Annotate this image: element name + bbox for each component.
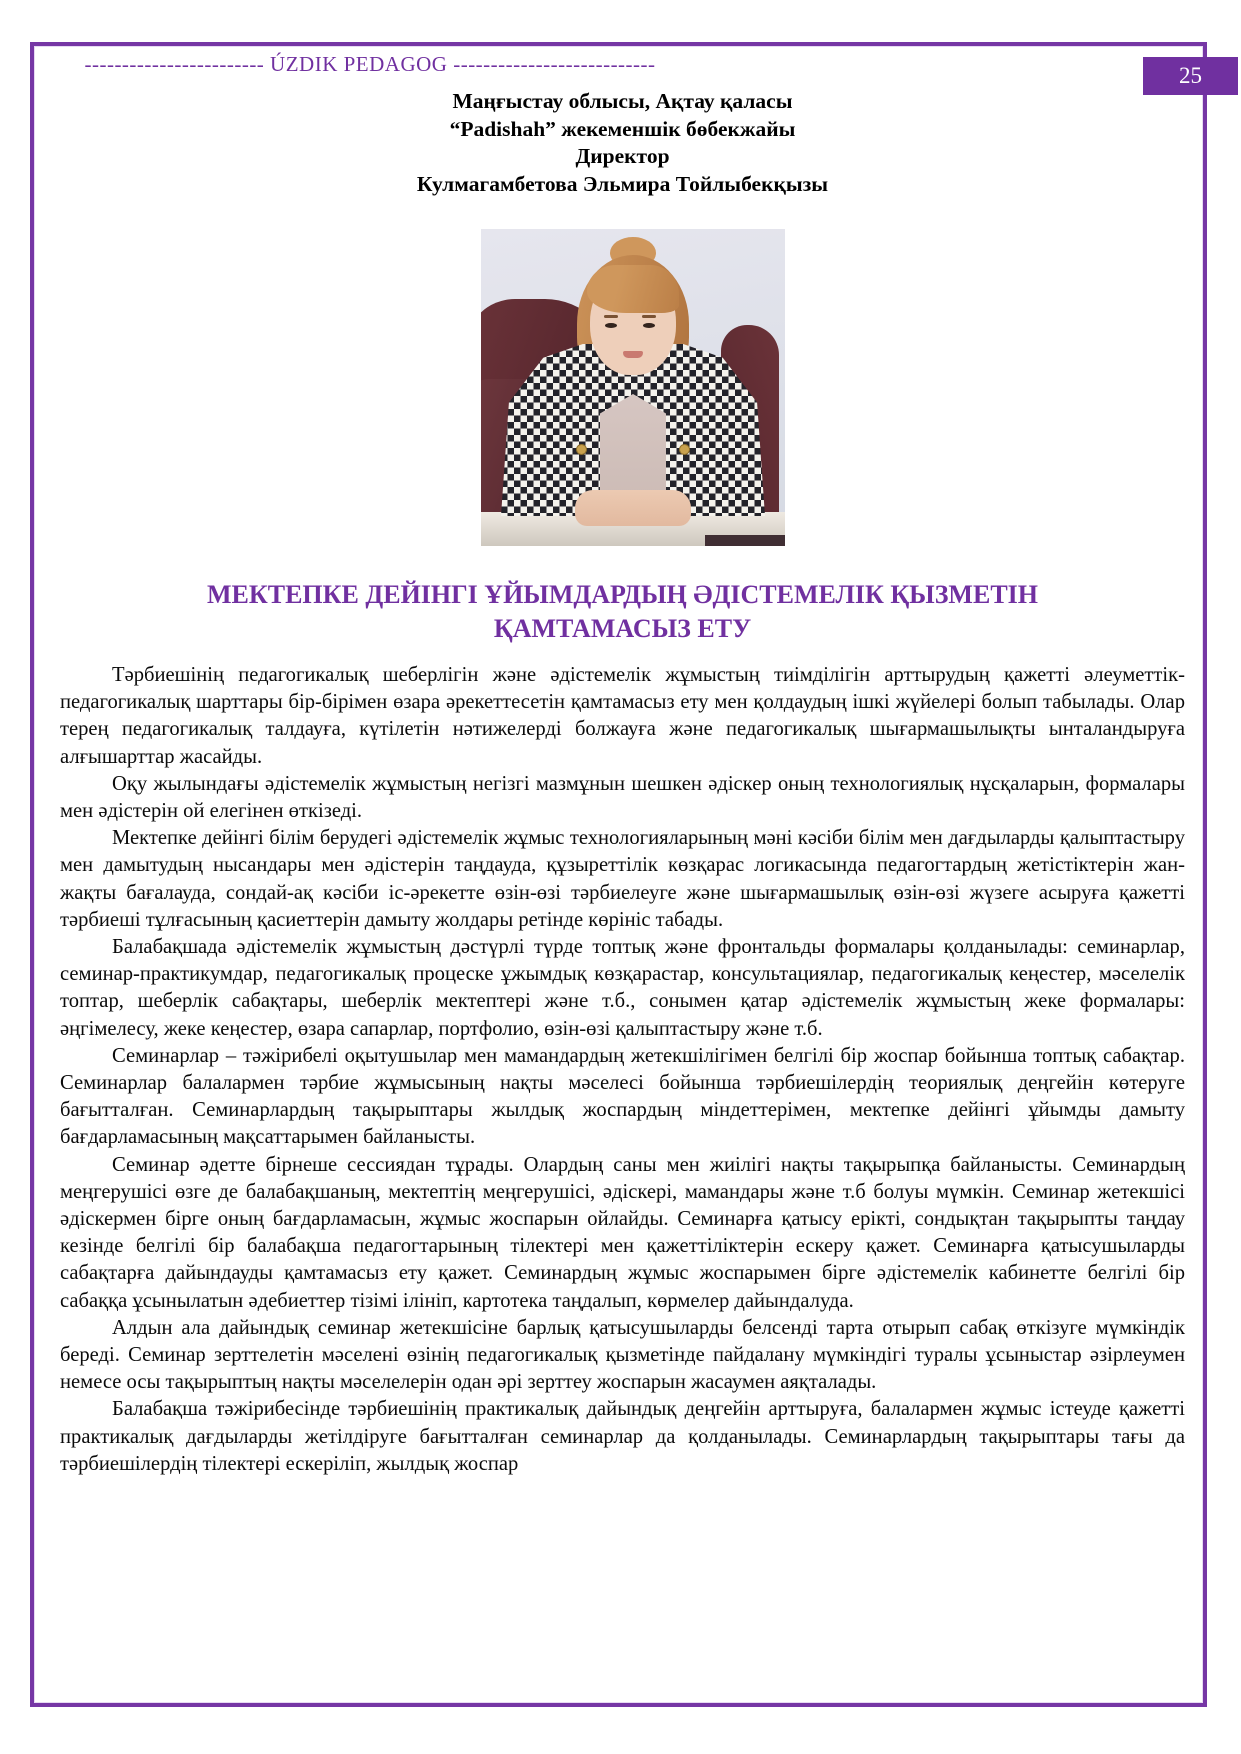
eyebrow-shape: [604, 315, 618, 318]
blazer-button-shape: [680, 445, 689, 454]
article-title-line1: МЕКТЕПКЕ ДЕЙІНГІ ҰЙЫМДАРДЫҢ ӘДІСТЕМЕЛІК ҚЫЗМЕТІН: [207, 580, 1038, 609]
eye-shape: [605, 323, 617, 328]
article-paragraph: Алдын ала дайындық семинар жетекшісіне барлық қатысушыларды белсенді тарта отырып сабақ өткізуге мүмкіндік береді. Семинар зерттелетін мәселені өзінің педагогикалық қызметінде пайдалану мүмкіндігі туралы ұсыныстар әзірлеумен немесе осы тақырыптың нақты мәселелерін одан әрі зерттеу жоспарын жасаумен аяқталады.: [60, 1316, 1185, 1394]
byline-position: Директор: [575, 144, 670, 168]
page-number: 25: [1179, 63, 1202, 88]
article-paragraph: Балабақша тәжірибесінде тәрбиешінің практикалық дайындық деңгейін арттыруға, балалармен жұмыс істеуде қажетті практикалық дағдыларды жетілдіруге бағытталған семинарлар да қолданылады. Семинарлардың тақырыптары тағы да тәрбиешілердің тілектері ескеріліп, жылдық жоспар: [60, 1398, 1185, 1475]
article-title-line2: ҚАМТАМАСЫЗ ЕТУ: [493, 614, 752, 643]
byline-kindergarten: “Padishah” жекеменшік бөбекжайы: [449, 116, 796, 141]
byline-region: Маңғыстау облысы, Ақтау қаласы: [452, 89, 793, 113]
article-paragraph: Тәрбиешінің педагогикалық шеберлігін және әдістемелік жұмыстың тиімділігін арттырудың қажетті әлеуметтік-педагогикалық шарттары бір-бірімен өзара әрекеттесетін қамтамасыз ету мен қолдаудың ішкі жүйелері болып табылады. Олар терең педагогикалық талдауға, күтілетін нәтижелерді болжауға және педагогикалық шығармашылықты ынталандыруға алғышарттар жасайды.: [60, 664, 1185, 768]
blazer-button-shape: [577, 445, 586, 454]
article-title: [60, 578, 1185, 646]
folded-hands-shape: [575, 490, 691, 526]
desk-edge-shape: [705, 535, 785, 546]
article-paragraph: Мектепке дейінгі білім берудегі әдістемелік жұмыс технологияларының мәні кәсіби білім мен дағдыларды қалыптастыру мен дамытудың нысандары мен әдістерін таңдауда, құзыреттілік көзқарас логикасында педагогтардың жетістіктерін жан-жақты бағалауда, сондай-ақ кәсіби іс-әрекетте өзін-өзі тәрбиелеуге және шығармашылық өзін-өзі жүзеге асыруға қажетті тәрбиеші тұлғасының қасиеттерін дамыту жолдары ретінде көрініс табады.: [60, 827, 1185, 931]
article-paragraph: Оқу жылындағы әдістемелік жұмыстың негізгі мазмұнын шешкен әдіскер оның технологиялық нұсқаларын, формалары мен әдістерін ой елегінен өткізеді.: [60, 772, 1185, 823]
article-body: [60, 662, 1185, 1478]
article-paragraph: Семинарлар – тәжірибелі оқытушылар мен мамандардың жетекшілігімен белгілі бір жоспар бойынша топтық сабақтар. Семинарлар балалармен тәрбие жұмысының нақты мәселесі бойынша тәрбиешілердің теориялық деңгейін көтеруге бағытталған. Семинарлардың тақырыптары жылдық жоспардың міндеттерімен, мектепке дейінгі ұйымды дамыту бағдарламасының мақсаттарымен байланысты.: [60, 1044, 1185, 1149]
lips-shape: [623, 351, 643, 358]
journal-header-title: ------------------------ ÚZDIK PEDAGOG ---------------------------: [84, 52, 656, 76]
director-portrait-photo: [481, 229, 785, 546]
eyebrow-shape: [642, 315, 656, 318]
eye-shape: [643, 323, 655, 328]
hair-bangs-shape: [587, 265, 679, 313]
article-paragraph: Балабақшада әдістемелік жұмыстың дәстүрлі түрде топтық және фронтальды формалары қолданылады: семинарлар, семинар-практикумдар, педагогикалық процеске ұжымдық көзқарастар, консультациялар, педагогикалық кеңестер, мәселелік топтар, шеберлік сабақтары, шеберлік мектептері және т.б., сонымен қатар әдістемелік жұмыстың жеке формалары: әңгімелесу, жеке кеңестер, өзара сапарлар, портфолио, өзін-өзі қалыптастыру және т.б.: [60, 936, 1185, 1040]
byline-block: [60, 88, 1185, 198]
byline-director-name: Кулмагамбетова Эльмира Тойлыбекқызы: [416, 171, 829, 196]
article-paragraph: Семинар әдетте бірнеше сессиядан тұрады. Олардың саны мен жиілігі нақты тақырыпқа байланысты. Семинардың меңгерушісі өзге де балабақшаның, мектептің меңгерушісі, әдіскері, мамандары және т.б болуы мүмкін. Семинар жетекшісі әдіскермен бірге оның бағдарламасын, жұмыс жоспарын ойлайды. Семинарға қатысу ерікті, сондықтан тақырыпты таңдау кезінде белгілі бір балабақша педагогтарының тілектері мен қажеттіліктерін ескеру қажет. Семинарға қатысушыларды сабақтарға дайындауды қамтамасыз ету қажет. Семинардың жұмыс жоспарымен бірге әдістемелік кабинетте белгілі бір сабаққа ұсынылатын әдебиеттер тізімі ілініп, картотека таңдалып, көрмелер дайындалуда.: [60, 1153, 1185, 1312]
